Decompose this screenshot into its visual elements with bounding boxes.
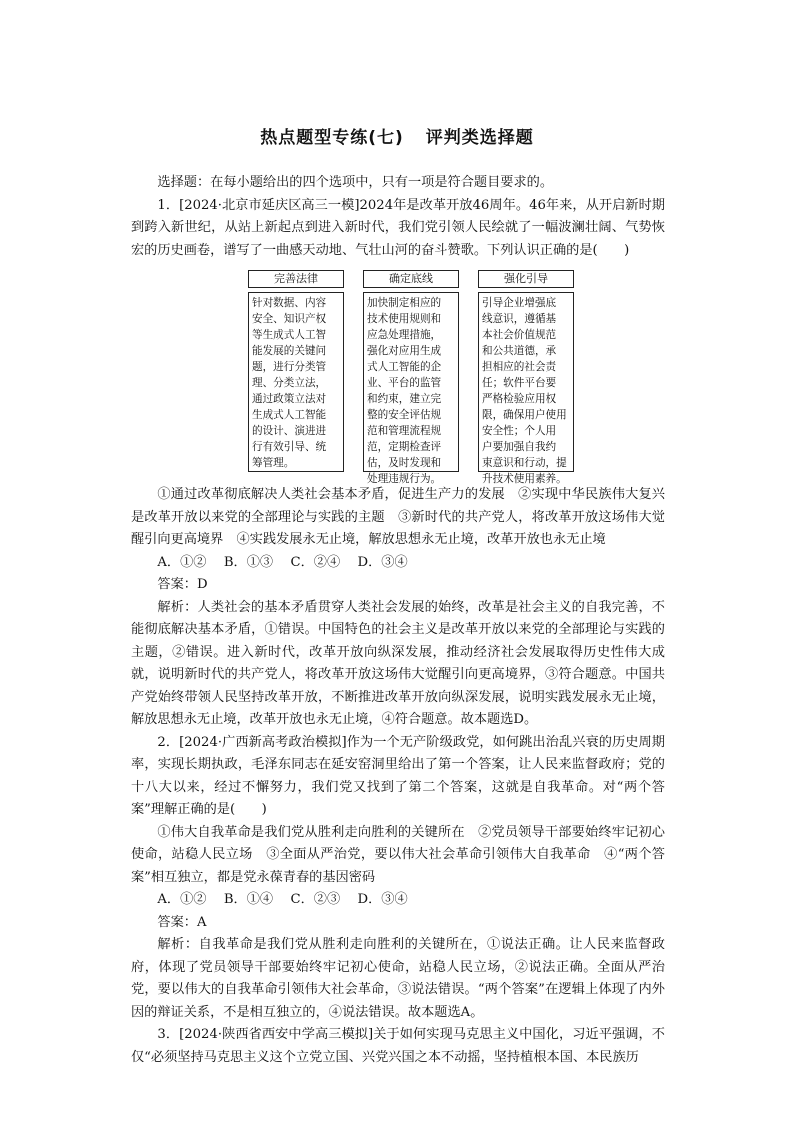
- box-line: 强化对应用生成: [367, 345, 442, 357]
- box-line: 等生成式人工智: [252, 329, 327, 341]
- box-line: 束意识和行动，提: [482, 457, 567, 469]
- box-line: 估，及时发现和: [367, 457, 442, 469]
- instruction-text: 选择题：在每小题给出的四个选项中，只有一项是符合题目要求的。: [157, 175, 554, 190]
- box-line: 的设计、演进进: [252, 425, 327, 437]
- box-line: 技术使用规则和: [367, 313, 442, 325]
- q1-analysis: 解析：人类社会的基本矛盾贯穿人类社会发展的始终，改革是社会主义的自我完善，不能彻底解决基本矛盾，①错误。中国特色的社会主义是改革开放以来党的全部理论与实践的主题，②错误。进入新时代，改革开放向纵深发展，推动经济社会发展取得历史性伟大成就，说明新时代的共产党人，将改革开放这场伟大觉醒引向更高境界，③符合题意。中国共产党始终带领人民坚持改革开放，不断推进改革开放向纵深发展，说明实践发展永无止境，解放思想永无止境，改革开放也永无止境，④符合题意。故本题选D。: [131, 599, 665, 727]
- box-line: 理、分类立法，: [252, 377, 327, 389]
- box-line: 和约束，建立完: [367, 393, 442, 405]
- box-line: 安全性；个人用: [482, 425, 557, 437]
- box-strengthen-guidance: [478, 270, 574, 485]
- box-line: 安全、知识产权: [252, 313, 327, 325]
- box-body: [363, 292, 459, 485]
- box-line: 应急处理措施，: [367, 329, 442, 341]
- page-title: [0, 123, 794, 148]
- box-line: 本社会价值规范: [482, 329, 557, 341]
- title-sub: 评判类选择题: [425, 128, 534, 148]
- box-line: 能发展的关键问: [252, 345, 327, 357]
- box-header: 完善法律: [248, 270, 344, 288]
- q2-options: A．①② B．①④ C．②③ D．③④: [157, 892, 408, 907]
- box-line: 加快制定相应的: [367, 297, 442, 309]
- box-body: [478, 292, 574, 485]
- q1-stem: 1．[2024·北京市延庆区高三一模]2024年是改革开放46周年。46年来，从开启新时期到跨入新世纪，从站上新起点到进入新时代，我们党引领人民绘就了一幅波澜壮阔、气势恢宏的历史画卷，谱写了一曲感天动地、气壮山河的奋斗赞歌。下列认识正确的是( ): [131, 197, 665, 258]
- box-line: 户要加强自我约: [482, 441, 557, 453]
- box-header: 强化引导: [478, 270, 574, 288]
- box-line: 业、平台的监管: [367, 377, 442, 389]
- box-set-bottom-line: [363, 270, 459, 485]
- box-line: 生成式人工智能: [252, 409, 327, 421]
- question-continued-block: [131, 484, 665, 1069]
- box-header: 确定底线: [363, 270, 459, 288]
- question-1-block: [131, 172, 665, 262]
- box-line: 任；软件平台要: [482, 377, 557, 389]
- title-main: 热点题型专练(七): [260, 128, 404, 148]
- q1-figure: [248, 270, 574, 485]
- box-line: 式人工智能的企: [367, 361, 442, 373]
- q2-stem: 2．[2024·广西新高考政治模拟]作为一个无产阶级政党，如何跳出治乱兴衰的历史周期率，实现长期执政，毛泽东同志在延安窑洞里给出了第一个答案，让人民来监督政府；党的十八大以来，经过不懈努力，我们党又找到了第二个答案，这就是自我革命。对“两个答案”理解正确的是( ): [131, 734, 665, 817]
- q1-statements: ①通过改革彻底解决人类社会基本矛盾，促进生产力的发展 ②实现中华民族伟大复兴是改革开放以来党的全部理论与实践的主题 ③新时代的共产党人，将改革开放这场伟大觉醒引向更高境界 ④实践发展永无止境，解放思想永无止境，改革开放也永无止境: [131, 487, 665, 547]
- q3-stem: 3．[2024·陕西省西安中学高三模拟]关于如何实现马克思主义中国化，习近平强调，不仅“必须坚持马克思主义这个立党立国、兴党兴国之本不动摇，坚持植根本国、本民族历: [131, 1027, 665, 1065]
- box-line: 题，进行分类管: [252, 361, 327, 373]
- box-line: 线意识，遵循基: [482, 313, 557, 325]
- box-improve-law: [248, 270, 344, 472]
- box-line: 担相应的社会责: [482, 361, 557, 373]
- q1-answer: 答案：D: [157, 577, 208, 592]
- box-line: 严格检验应用权: [482, 393, 557, 405]
- box-line: 引导企业增强底: [482, 297, 557, 309]
- q2-statements: ①伟大自我革命是我们党从胜利走向胜利的关键所在 ②党员领导干部要始终牢记初心使命，站稳人民立场 ③全面从严治党，要以伟大社会革命引领伟大自我革命 ④“两个答案”相互独立，都是党永葆青春的基因密码: [131, 824, 665, 885]
- box-line: 筹管理。: [252, 457, 295, 469]
- box-line: 限，确保用户使用: [482, 409, 567, 421]
- q1-options: A．①② B．①③ C．②④ D．③④: [157, 554, 408, 570]
- q2-answer: 答案：A: [157, 914, 207, 930]
- box-line: 整的安全评估规: [367, 409, 442, 421]
- box-line: 处理违规行为。: [367, 473, 442, 485]
- box-body: [248, 292, 344, 472]
- box-line: 范，定期检查评: [367, 441, 442, 453]
- box-line: 行有效引导、统: [252, 441, 327, 453]
- box-line: 和公共道德，承: [482, 345, 557, 357]
- q2-analysis: 解析：自我革命是我们党从胜利走向胜利的关键所在，①说法正确。让人民来监督政府，体现了党员领导干部要始终牢记初心使命，站稳人民立场，②说法正确。全面从严治党，要以伟大的自我革命引领伟大社会革命，③说法错误。“两个答案”在逻辑上体现了内外因的辩证关系，不是相互独立的，④说法错误。故本题选A。: [131, 937, 665, 1020]
- box-line: 升技术使用素养。: [482, 473, 567, 485]
- box-line: 针对数据、内容: [252, 297, 327, 309]
- box-line: 通过政策立法对: [252, 393, 327, 405]
- box-line: 范和管理流程规: [367, 425, 442, 437]
